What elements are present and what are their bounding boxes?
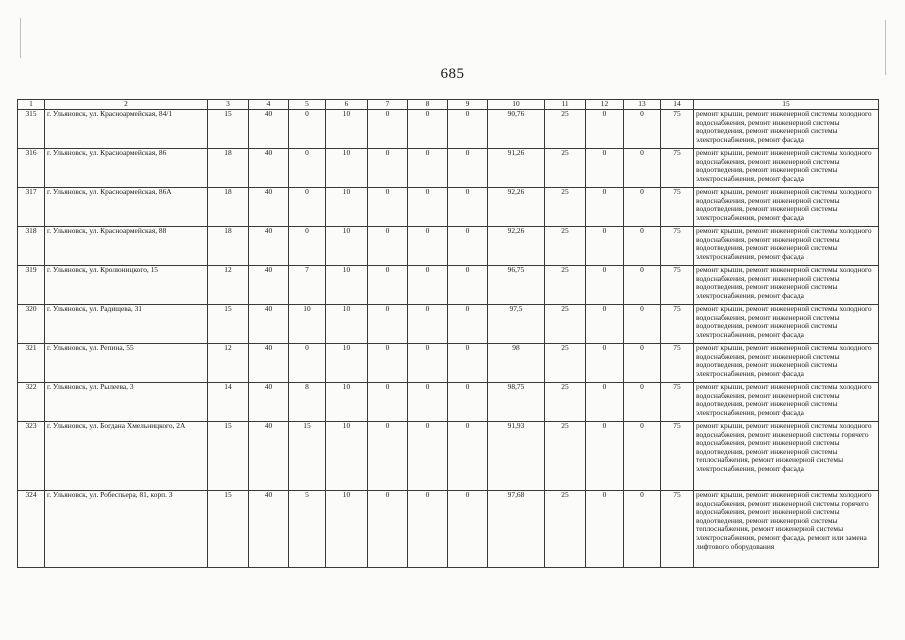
- column-header: 6: [326, 100, 368, 110]
- column-header: 12: [586, 100, 624, 110]
- row-number-cell: 323: [18, 421, 45, 490]
- value-cell: 8: [289, 382, 326, 421]
- value-cell: 0: [586, 109, 624, 148]
- works-cell: ремонт крыши, ремонт инженерной системы холодного водоснабжения, ремонт инженерной системы водоотведения, ремонт инженерной системы электроснабжения, ремонт фасада: [694, 343, 879, 382]
- value-cell: 0: [624, 226, 661, 265]
- value-cell: 40: [249, 382, 289, 421]
- column-header: 10: [488, 100, 545, 110]
- value-cell: 75: [661, 304, 694, 343]
- value-cell: 25: [545, 187, 586, 226]
- address-cell: г. Ульяновск, ул. Красноармейская, 86: [45, 148, 208, 187]
- value-cell: 40: [249, 304, 289, 343]
- value-cell: 0: [448, 490, 488, 567]
- value-cell: 0: [586, 148, 624, 187]
- column-header: 2: [45, 100, 208, 110]
- value-cell: 98,75: [488, 382, 545, 421]
- value-cell: 40: [249, 148, 289, 187]
- value-cell: 0: [408, 304, 448, 343]
- value-cell: 0: [586, 343, 624, 382]
- column-header: 5: [289, 100, 326, 110]
- value-cell: 25: [545, 490, 586, 567]
- value-cell: 14: [208, 382, 249, 421]
- value-cell: 0: [368, 148, 408, 187]
- value-cell: 40: [249, 265, 289, 304]
- value-cell: 0: [624, 421, 661, 490]
- value-cell: 25: [545, 109, 586, 148]
- value-cell: 15: [208, 304, 249, 343]
- value-cell: 97,68: [488, 490, 545, 567]
- value-cell: 90,76: [488, 109, 545, 148]
- column-header: 15: [694, 100, 879, 110]
- column-header: 8: [408, 100, 448, 110]
- value-cell: 12: [208, 265, 249, 304]
- value-cell: 0: [289, 109, 326, 148]
- value-cell: 0: [448, 382, 488, 421]
- value-cell: 10: [326, 148, 368, 187]
- address-cell: г. Ульяновск, ул. Богдана Хмельницкого, 2А: [45, 421, 208, 490]
- value-cell: 40: [249, 226, 289, 265]
- works-cell: ремонт крыши, ремонт инженерной системы холодного водоснабжения, ремонт инженерной системы водоотведения, ремонт инженерной системы электроснабжения, ремонт фасада: [694, 382, 879, 421]
- value-cell: 0: [368, 343, 408, 382]
- value-cell: 0: [368, 226, 408, 265]
- column-header: 9: [448, 100, 488, 110]
- column-header: 11: [545, 100, 586, 110]
- row-number-cell: 316: [18, 148, 45, 187]
- value-cell: 25: [545, 421, 586, 490]
- address-cell: г. Ульяновск, ул. Радищева, 31: [45, 304, 208, 343]
- value-cell: 96,75: [488, 265, 545, 304]
- value-cell: 10: [326, 343, 368, 382]
- page-number: 685: [440, 66, 465, 82]
- value-cell: 0: [586, 304, 624, 343]
- value-cell: 0: [586, 382, 624, 421]
- value-cell: 0: [408, 382, 448, 421]
- address-cell: г. Ульяновск, ул. Кролюницкого, 15: [45, 265, 208, 304]
- column-header: 4: [249, 100, 289, 110]
- value-cell: 18: [208, 226, 249, 265]
- column-header: 1: [18, 100, 45, 110]
- table-row: [18, 382, 879, 421]
- value-cell: 10: [326, 187, 368, 226]
- table-row: [18, 109, 879, 148]
- address-cell: г. Ульяновск, ул. Красноармейская, 88: [45, 226, 208, 265]
- value-cell: 0: [624, 382, 661, 421]
- value-cell: 10: [326, 304, 368, 343]
- works-cell: ремонт крыши, ремонт инженерной системы холодного водоснабжения, ремонт инженерной системы водоотведения, ремонт инженерной системы электроснабжения, ремонт фасада: [694, 109, 879, 148]
- value-cell: 40: [249, 109, 289, 148]
- table-row: [18, 226, 879, 265]
- row-number-cell: 319: [18, 265, 45, 304]
- value-cell: 0: [586, 490, 624, 567]
- value-cell: 10: [326, 265, 368, 304]
- column-header: 13: [624, 100, 661, 110]
- works-cell: ремонт крыши, ремонт инженерной системы холодного водоснабжения, ремонт инженерной системы водоотведения, ремонт инженерной системы электроснабжения, ремонт фасада: [694, 187, 879, 226]
- value-cell: 0: [448, 304, 488, 343]
- value-cell: 0: [368, 382, 408, 421]
- value-cell: 25: [545, 304, 586, 343]
- value-cell: 0: [289, 148, 326, 187]
- value-cell: 10: [326, 109, 368, 148]
- value-cell: 25: [545, 265, 586, 304]
- value-cell: 0: [586, 265, 624, 304]
- value-cell: 75: [661, 265, 694, 304]
- row-number-cell: 321: [18, 343, 45, 382]
- table-row: [18, 304, 879, 343]
- value-cell: 0: [368, 304, 408, 343]
- value-cell: 0: [624, 187, 661, 226]
- table-row: [18, 343, 879, 382]
- row-number-cell: 324: [18, 490, 45, 567]
- value-cell: 75: [661, 490, 694, 567]
- address-cell: г. Ульяновск, ул. Робеспьера, 81, корп. 3: [45, 490, 208, 567]
- value-cell: 5: [289, 490, 326, 567]
- value-cell: 0: [408, 490, 448, 567]
- value-cell: 40: [249, 490, 289, 567]
- works-cell: ремонт крыши, ремонт инженерной системы холодного водоснабжения, ремонт инженерной системы водоотведения, ремонт инженерной системы электроснабжения, ремонт фасада: [694, 304, 879, 343]
- value-cell: 0: [408, 343, 448, 382]
- works-cell: ремонт крыши, ремонт инженерной системы холодного водоснабжения, ремонт инженерной системы водоотведения, ремонт инженерной системы электроснабжения, ремонт фасада: [694, 226, 879, 265]
- value-cell: 10: [326, 382, 368, 421]
- value-cell: 0: [408, 148, 448, 187]
- value-cell: 15: [208, 109, 249, 148]
- row-number-cell: 320: [18, 304, 45, 343]
- value-cell: 0: [624, 304, 661, 343]
- value-cell: 0: [289, 187, 326, 226]
- column-header: 3: [208, 100, 249, 110]
- value-cell: 98: [488, 343, 545, 382]
- address-cell: г. Ульяновск, ул. Рылеева, 3: [45, 382, 208, 421]
- value-cell: 25: [545, 148, 586, 187]
- value-cell: 75: [661, 187, 694, 226]
- row-number-cell: 317: [18, 187, 45, 226]
- scan-edge-mark: [20, 18, 21, 58]
- value-cell: 0: [368, 265, 408, 304]
- table-row: [18, 187, 879, 226]
- value-cell: 0: [624, 343, 661, 382]
- repair-register-table: [17, 99, 879, 568]
- value-cell: 25: [545, 226, 586, 265]
- value-cell: 91,26: [488, 148, 545, 187]
- value-cell: 18: [208, 148, 249, 187]
- value-cell: 0: [368, 109, 408, 148]
- value-cell: 10: [289, 304, 326, 343]
- value-cell: 0: [624, 148, 661, 187]
- column-header: 14: [661, 100, 694, 110]
- header-row: [18, 100, 879, 110]
- value-cell: 25: [545, 382, 586, 421]
- value-cell: 0: [368, 187, 408, 226]
- value-cell: 0: [408, 421, 448, 490]
- table-body: [18, 109, 879, 567]
- value-cell: 25: [545, 343, 586, 382]
- value-cell: 0: [408, 187, 448, 226]
- value-cell: 0: [408, 226, 448, 265]
- value-cell: 0: [289, 343, 326, 382]
- value-cell: 0: [289, 226, 326, 265]
- value-cell: 0: [586, 421, 624, 490]
- value-cell: 75: [661, 109, 694, 148]
- value-cell: 0: [448, 226, 488, 265]
- value-cell: 0: [368, 421, 408, 490]
- value-cell: 0: [448, 265, 488, 304]
- value-cell: 0: [586, 187, 624, 226]
- value-cell: 75: [661, 382, 694, 421]
- value-cell: 0: [408, 109, 448, 148]
- table-row: [18, 421, 879, 490]
- value-cell: 0: [624, 490, 661, 567]
- value-cell: 75: [661, 343, 694, 382]
- value-cell: 18: [208, 187, 249, 226]
- value-cell: 0: [368, 490, 408, 567]
- row-number-cell: 322: [18, 382, 45, 421]
- value-cell: 0: [448, 343, 488, 382]
- value-cell: 92,26: [488, 226, 545, 265]
- address-cell: г. Ульяновск, ул. Красноармейская, 84/1: [45, 109, 208, 148]
- value-cell: 0: [586, 226, 624, 265]
- value-cell: 12: [208, 343, 249, 382]
- row-number-cell: 318: [18, 226, 45, 265]
- value-cell: 75: [661, 148, 694, 187]
- value-cell: 75: [661, 421, 694, 490]
- value-cell: 0: [448, 109, 488, 148]
- value-cell: 15: [289, 421, 326, 490]
- value-cell: 40: [249, 187, 289, 226]
- value-cell: 0: [408, 265, 448, 304]
- address-cell: г. Ульяновск, ул. Красноармейская, 86А: [45, 187, 208, 226]
- table-row: [18, 265, 879, 304]
- works-cell: ремонт крыши, ремонт инженерной системы холодного водоснабжения, ремонт инженерной системы водоотведения, ремонт инженерной системы электроснабжения, ремонт фасада: [694, 265, 879, 304]
- value-cell: 0: [448, 421, 488, 490]
- value-cell: 92,26: [488, 187, 545, 226]
- works-cell: ремонт крыши, ремонт инженерной системы холодного водоснабжения, ремонт инженерной системы горячего водоснабжения, ремонт инженерной системы водоотведения, ремонт инженерной системы теплоснабжения, ремонт инженерной системы электроснабжения, ремонт фасада, ремонт или замена лифтового оборудования: [694, 490, 879, 567]
- table-row: [18, 490, 879, 567]
- value-cell: 10: [326, 421, 368, 490]
- value-cell: 0: [448, 148, 488, 187]
- value-cell: 10: [326, 490, 368, 567]
- value-cell: 15: [208, 490, 249, 567]
- value-cell: 10: [326, 226, 368, 265]
- works-cell: ремонт крыши, ремонт инженерной системы холодного водоснабжения, ремонт инженерной системы водоотведения, ремонт инженерной системы электроснабжения, ремонт фасада: [694, 148, 879, 187]
- works-cell: ремонт крыши, ремонт инженерной системы холодного водоснабжения, ремонт инженерной системы горячего водоснабжения, ремонт инженерной системы водоотведения, ремонт инженерной системы теплоснабжения, ремонт инженерной системы электроснабжения, ремонт фасада: [694, 421, 879, 490]
- value-cell: 91,93: [488, 421, 545, 490]
- table-row: [18, 148, 879, 187]
- value-cell: 40: [249, 421, 289, 490]
- value-cell: 15: [208, 421, 249, 490]
- value-cell: 7: [289, 265, 326, 304]
- address-cell: г. Ульяновск, ул. Репина, 55: [45, 343, 208, 382]
- row-number-cell: 315: [18, 109, 45, 148]
- column-header: 7: [368, 100, 408, 110]
- value-cell: 97,5: [488, 304, 545, 343]
- value-cell: 40: [249, 343, 289, 382]
- value-cell: 75: [661, 226, 694, 265]
- value-cell: 0: [624, 109, 661, 148]
- value-cell: 0: [448, 187, 488, 226]
- value-cell: 0: [624, 265, 661, 304]
